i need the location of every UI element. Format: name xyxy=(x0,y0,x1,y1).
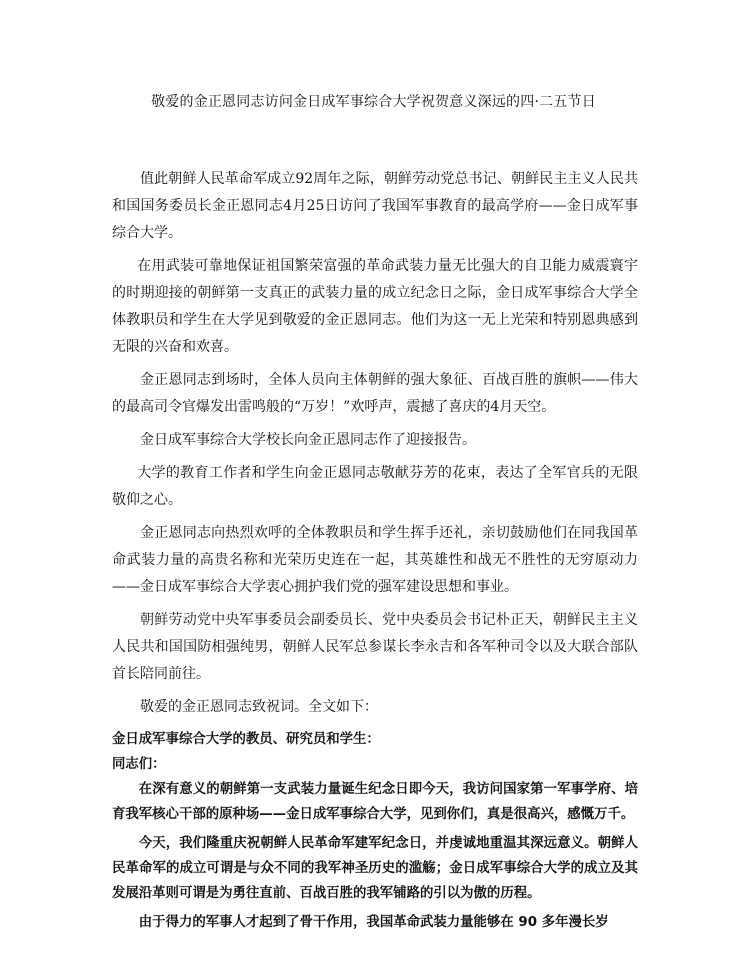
speech-paragraph: 在深有意义的朝鲜第一支武装力量诞生纪念日即今天，我访问国家第一军事学府、培育我军核心干部的原种场——金日成军事综合大学，见到你们，真是很高兴，感慨万千。 xyxy=(112,782,638,822)
speech-greeting: 同志们： xyxy=(112,757,166,772)
article-paragraph: 值此朝鲜人民革命军成立92周年之际，朝鲜劳动党总书记、朝鲜民主主义人民共和国国务委员长金正恩同志4月25日访问了我国军事教育的最高学府——金日成军事综合大学。 xyxy=(112,171,638,241)
speech-paragraph: 今天，我们隆重庆祝朝鲜人民革命军建军纪念日，并虔诚地重温其深远意义。朝鲜人民革命军的成立可谓是与众不同的我军神圣历史的滥觞；金日成军事综合大学的成立及其发展沿革则可谓是为勇往直前、百战百胜的我军铺路的引以为傲的历程。 xyxy=(112,836,638,901)
article-paragraph: 敬爱的金正恩同志致祝词。全文如下： xyxy=(140,699,378,715)
article-paragraph: 朝鲜劳动党中央军事委员会副委员长、党中央委员会书记朴正天，朝鲜民主主义人民共和国国防相强纯男，朝鲜人民军总参谋长李永吉和各军种司令以及大联合部队首长陪同前往。 xyxy=(112,612,638,682)
speech-salutation: 金日成军事综合大学的教员、研究员和学生： xyxy=(112,732,380,747)
page-title: 敬爱的金正恩同志访问金日成军事综合大学祝贺意义深远的四·二五节日 xyxy=(151,94,596,110)
speech-text xyxy=(112,727,638,935)
speech-paragraph: 由于得力的军事人才起到了骨干作用，我国革命武装力量能够在 90 多年漫长岁 xyxy=(138,915,609,930)
article-body xyxy=(112,166,638,939)
article-paragraph: 大学的教育工作者和学生向金正恩同志敬献芬芳的花束，表达了全军官兵的无限敬仰之心。 xyxy=(112,465,638,508)
article-paragraph: 在用武装可靠地保证祖国繁荣富强的革命武装力量无比强大的自卫能力威震寰宇的时期迎接的朝鲜第一支真正的武装力量的成立纪念日之际，金日成军事综合大学全体教职员和学生在大学见到敬爱的金正恩同志。他们为这一无上光荣和特别恩典感到无限的兴奋和欢喜。 xyxy=(112,258,638,355)
article-paragraph: 金正恩同志向热烈欢呼的全体教职员和学生挥手还礼，亲切鼓励他们在同我国革命武装力量的高贵名称和光荣历史连在一起，其英雄性和战无不胜性的无穷原动力——金日成军事综合大学衷心拥护我们党的强军建设思想和事业。 xyxy=(112,525,638,595)
article-paragraph: 金日成军事综合大学校长向金正恩同志作了迎接报告。 xyxy=(140,432,476,448)
article-paragraph: 金正恩同志到场时，全体人员向主体朝鲜的强大象征、百战百胜的旗帜——伟大的最高司令官爆发出雷鸣般的“万岁！”欢呼声，震撼了喜庆的4月天空。 xyxy=(112,372,638,415)
